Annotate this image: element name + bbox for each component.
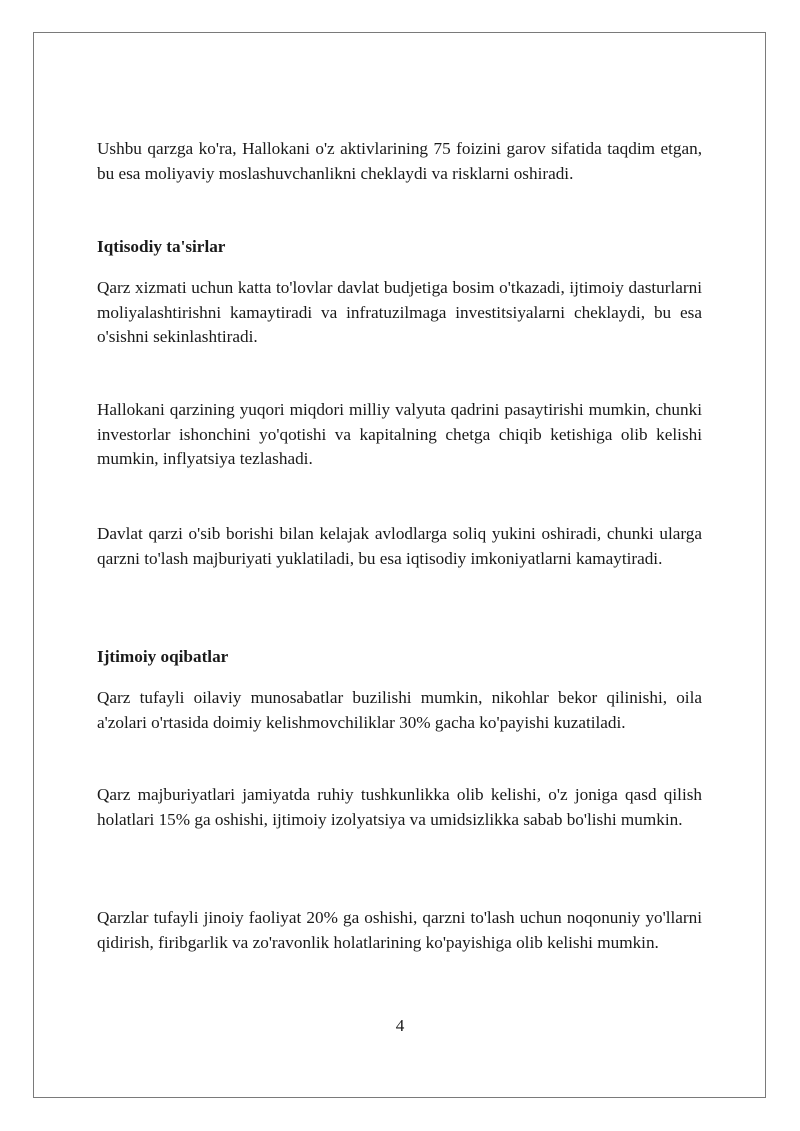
paragraph-future-generations: Davlat qarzi o'sib borishi bilan kelajak avlodlarga soliq yukini oshiradi, chunki ularga qarzni to'lash majburiyati yuklatiladi, bu esa iqtisodiy imkoniyatlarni kamaytiradi. <box>97 524 702 568</box>
paragraph-mental-health: Qarz majburiyatlari jamiyatda ruhiy tushkunlikka olib kelishi, o'z joniga qasd qilish holatlari 15% ga oshishi, ijtimoiy izolyatsiya va umidsizlikka sabab bo'lishi mumkin. <box>97 785 702 829</box>
paragraph-debt-service: Qarz xizmati uchun katta to'lovlar davlat budjetiga bosim o'tkazadi, ijtimoiy dasturlarni moliyalashtirishni kamaytiradi va infratuzilmaga investitsiyalarni cheklaydi, bu esa o'sishni sekinlashtiradi. <box>97 278 702 346</box>
heading-economic-effects: Iqtisodiy ta'sirlar <box>97 237 226 256</box>
page-number: 4 <box>395 1016 405 1035</box>
paragraph-currency-value: Hallokani qarzining yuqori miqdori milliy valyuta qadrini pasaytirishi mumkin, chunki investorlar ishonchini yo'qotishi va kapitalning chetga chiqib ketishiga olib kelishi mumkin, inflyatsiya tezlashadi. <box>97 400 702 468</box>
paragraph-family-relations: Qarz tufayli oilaviy munosabatlar buzilishi mumkin, nikohlar bekor qilinishi, oila a'zolari o'rtasida doimiy kelishmovchiliklar 30% gacha ko'payishi kuzatiladi. <box>97 688 702 732</box>
paragraph-crime: Qarzlar tufayli jinoiy faoliyat 20% ga oshishi, qarzni to'lash uchun noqonuniy yo'llarni qidirish, firibgarlik va zo'ravonlik holatlarining ko'payishiga olib kelishi mumkin. <box>97 908 702 952</box>
paragraph-collateral: Ushbu qarzga ko'ra, Hallokani o'z aktivlarining 75 foizini garov sifatida taqdim etgan, bu esa moliyaviy moslashuvchanlikni cheklaydi va risklarni oshiradi. <box>97 139 702 183</box>
heading-social-consequences: Ijtimoiy oqibatlar <box>97 647 229 666</box>
